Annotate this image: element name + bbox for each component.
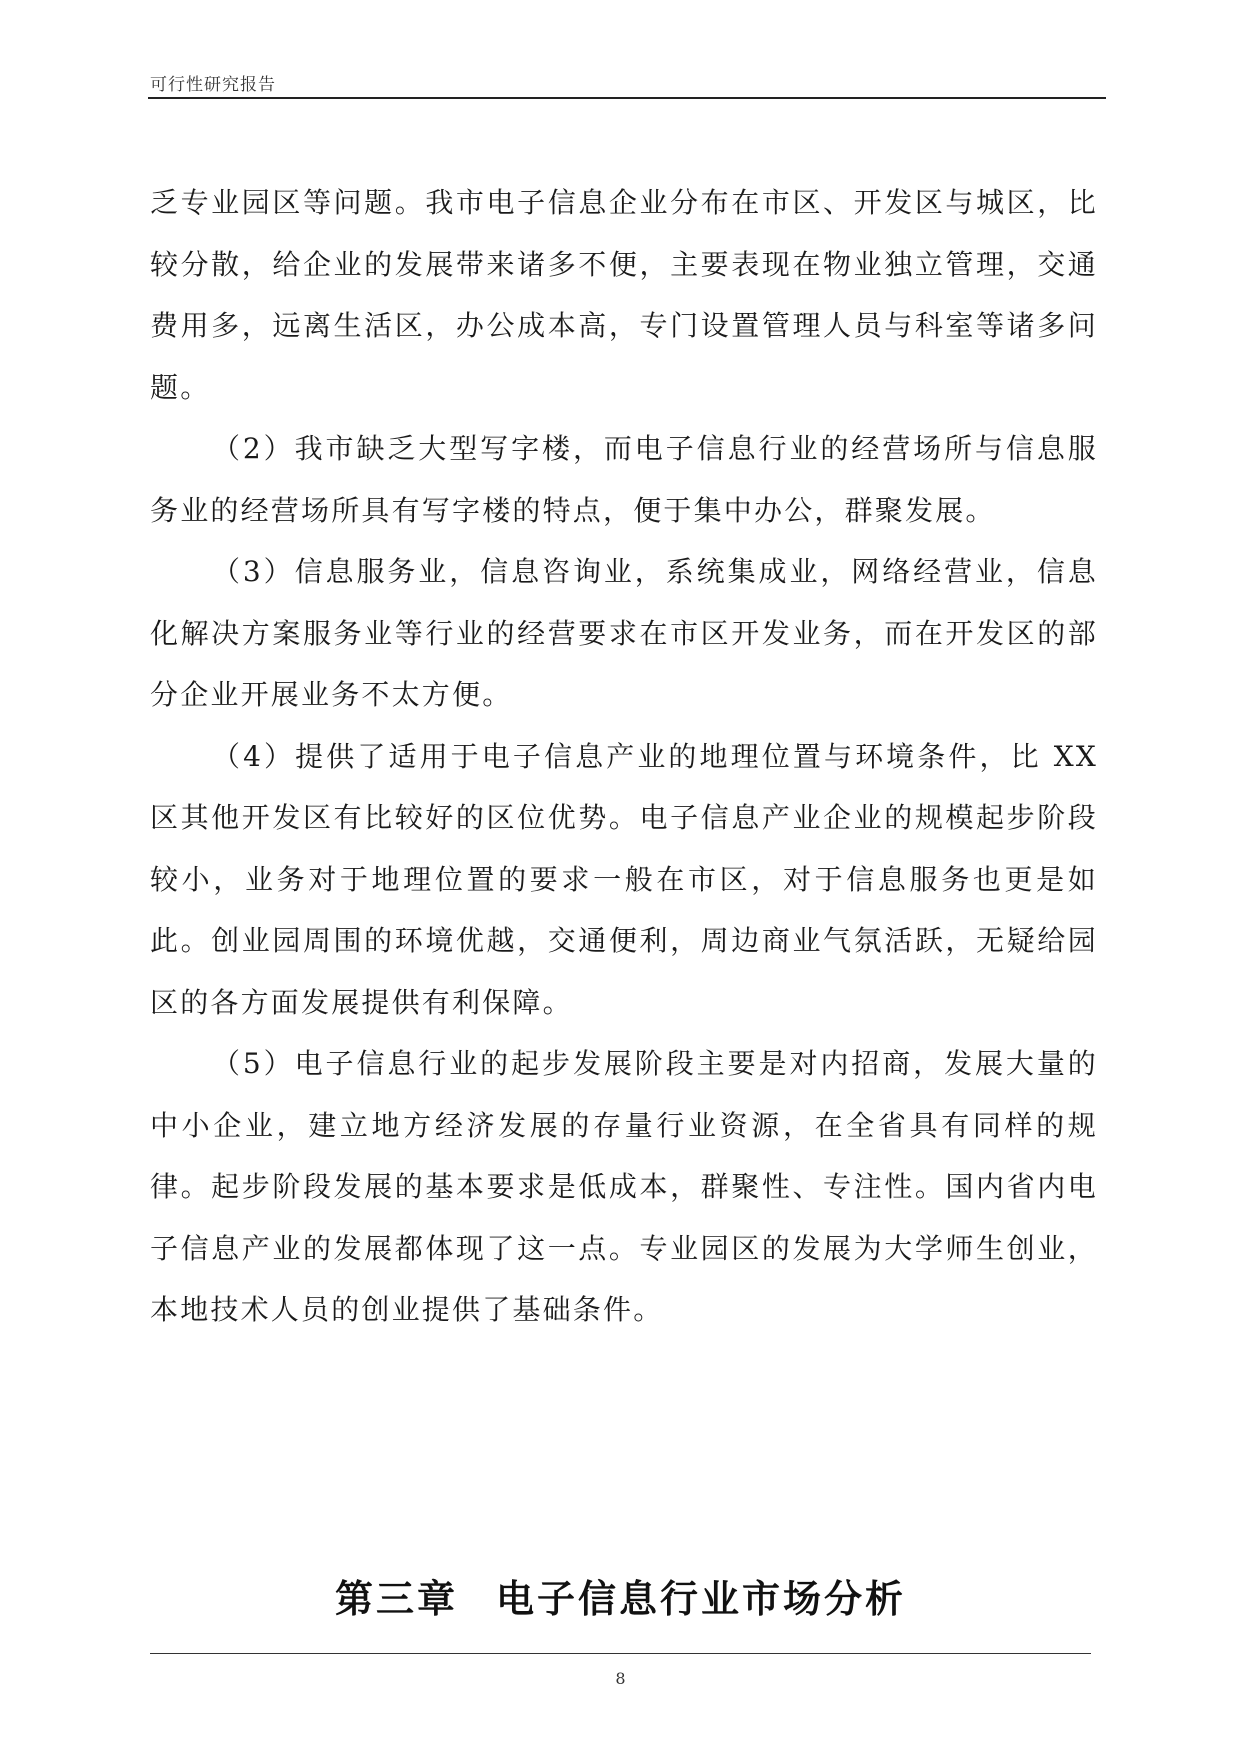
chapter-heading [0,1568,1241,1623]
chapter-title: 电子信息行业市场分析 [496,1577,907,1621]
paragraph-item-2: （2）我市缺乏大型写字楼，而电子信息行业的经营场所与信息服务业的经营场所具有写字楼的特点，便于集中办公，群聚发展。 [150,432,1098,527]
paragraph-item-3: （3）信息服务业，信息咨询业，系统集成业，网络经营业，信息化解决方案服务业等行业的经营要求在市区开发业务，而在开发区的部分企业开展业务不太方便。 [150,555,1098,711]
paragraph-item-5: （5）电子信息行业的起步发展阶段主要是对内招商，发展大量的中小企业，建立地方经济发展的存量行业资源，在全省具有同样的规律。起步阶段发展的基本要求是低成本，群聚性、专注性。国内省内电子信息产业的发展都体现了这一点。专业园区的发展为大学师生创业，本地技术人员的创业提供了基础条件。 [150,1047,1098,1326]
chapter-number: 第三章 [334,1577,458,1621]
paragraph-item-4: （4）提供了适用于电子信息产业的地理位置与环境条件，比 XX 区其他开发区有比较好的区位优势。电子信息产业企业的规模起步阶段较小，业务对于地理位置的要求一般在市区，对于信息服务也更是如此。创业园周围的环境优越，交通便利，周边商业气氛活跃，无疑给园区的各方面发展提供有利保障。 [150,739,1098,1019]
body-text [150,172,1098,1341]
footer-divider [150,1653,1091,1654]
page-number: 8 [615,1669,626,1688]
running-header-title: 可行性研究报告 [150,75,276,95]
paragraph-continuation: 乏专业园区等问题。我市电子信息企业分布在市区、开发区与城区，比较分散，给企业的发展带来诸多不便，主要表现在物业独立管理，交通费用多，远离生活区，办公成本高，专门设置管理人员与科室等诸多问题。 [150,186,1098,404]
header-divider [148,97,1106,99]
